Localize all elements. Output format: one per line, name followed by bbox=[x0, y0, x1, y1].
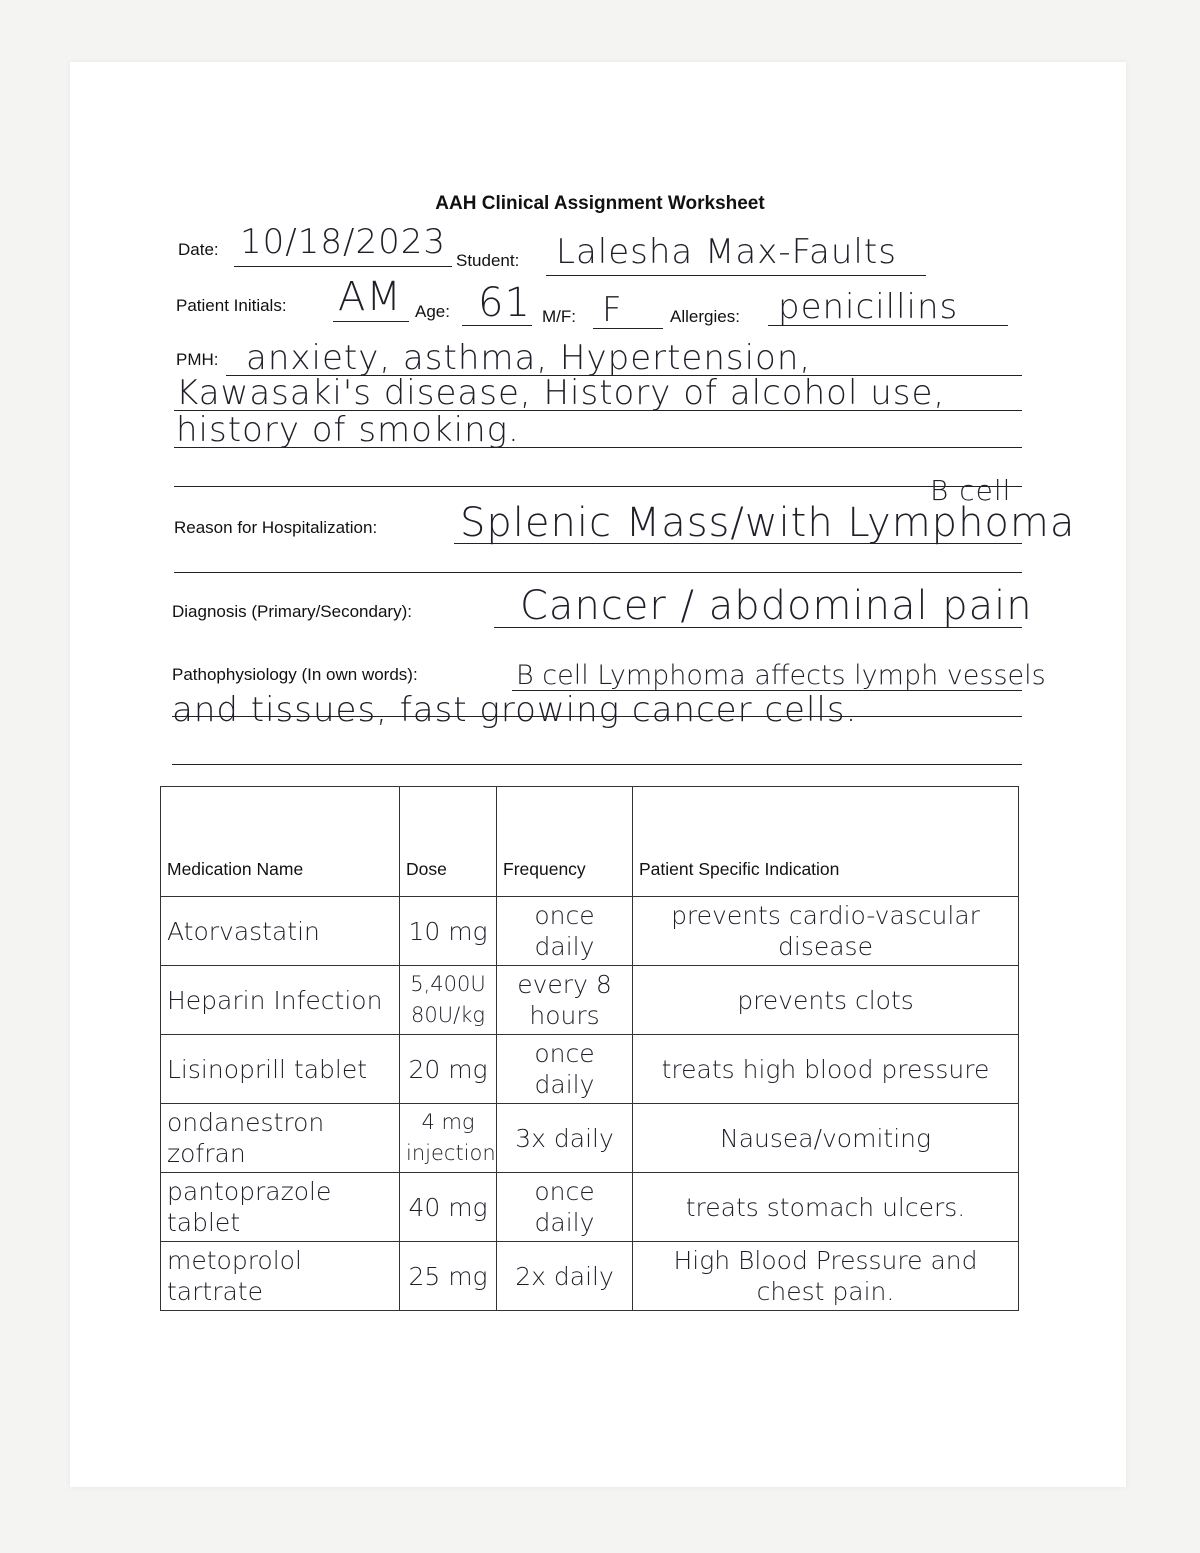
indication-cell[interactable]: prevents clots bbox=[633, 966, 1019, 1035]
header-dose: Dose bbox=[400, 787, 497, 897]
pmh-label: PMH: bbox=[176, 350, 219, 369]
frequency-cell[interactable]: 3x daily bbox=[497, 1104, 633, 1173]
indication-cell[interactable]: Nausea/vomiting bbox=[633, 1104, 1019, 1173]
allergies-value[interactable]: penicillins bbox=[778, 287, 959, 327]
patient-initials-line bbox=[333, 321, 409, 322]
medication-name-cell[interactable]: Heparin Infection bbox=[161, 966, 400, 1035]
dose-cell[interactable]: 40 mg bbox=[400, 1173, 497, 1242]
student-label: Student: bbox=[456, 251, 520, 270]
pathophysiology-label: Pathophysiology (In own words): bbox=[172, 665, 418, 684]
pmh-value-line3[interactable]: history of smoking. bbox=[176, 410, 520, 450]
pmh-line-4 bbox=[174, 486, 1022, 487]
diagnosis-label: Diagnosis (Primary/Secondary): bbox=[172, 602, 412, 621]
medication-name-cell[interactable]: Atorvastatin bbox=[161, 897, 400, 966]
indication-cell[interactable]: treats high blood pressure bbox=[633, 1035, 1019, 1104]
dose-cell[interactable]: 5,400U 80U/kg bbox=[400, 966, 497, 1035]
table-row bbox=[161, 1242, 1019, 1311]
medication-table bbox=[160, 786, 1019, 1311]
medication-name-cell[interactable]: metoprolol tartrate bbox=[161, 1242, 400, 1311]
header-frequency: Frequency bbox=[497, 787, 633, 897]
diagnosis-value[interactable]: Cancer / abdominal pain bbox=[520, 583, 1033, 629]
dose-cell[interactable]: 20 mg bbox=[400, 1035, 497, 1104]
patho-line-3 bbox=[172, 764, 1022, 765]
reason-line-2 bbox=[174, 572, 1022, 573]
allergies-label: Allergies: bbox=[670, 307, 740, 326]
date-line bbox=[234, 266, 452, 267]
dose-cell[interactable]: 4 mg injection bbox=[400, 1104, 497, 1173]
table-row bbox=[161, 1035, 1019, 1104]
date-label: Date: bbox=[178, 240, 219, 259]
frequency-cell[interactable]: once daily bbox=[497, 1173, 633, 1242]
pmh-value-line1[interactable]: anxiety, asthma, Hypertension, bbox=[246, 338, 812, 378]
pmh-value-line2[interactable]: Kawasaki's disease, History of alcohol use, bbox=[176, 373, 946, 413]
sex-label: M/F: bbox=[542, 307, 576, 326]
indication-cell[interactable]: prevents cardio-vascular disease bbox=[633, 897, 1019, 966]
patient-initials-label: Patient Initials: bbox=[176, 296, 287, 315]
dose-cell[interactable]: 25 mg bbox=[400, 1242, 497, 1311]
reason-note[interactable]: B cell bbox=[930, 474, 1012, 507]
age-value[interactable]: 61 bbox=[478, 280, 531, 326]
frequency-cell[interactable]: once daily bbox=[497, 897, 633, 966]
frequency-cell[interactable]: once daily bbox=[497, 1035, 633, 1104]
reason-label: Reason for Hospitalization: bbox=[174, 518, 378, 537]
age-label: Age: bbox=[415, 302, 450, 321]
date-value[interactable]: 10/18/2023 bbox=[240, 222, 446, 262]
reason-value[interactable]: Splenic Mass/with Lymphoma bbox=[460, 500, 1076, 546]
frequency-cell[interactable]: 2x daily bbox=[497, 1242, 633, 1311]
medication-name-cell[interactable]: pantoprazole tablet bbox=[161, 1173, 400, 1242]
worksheet-title: AAH Clinical Assignment Worksheet bbox=[435, 193, 765, 214]
student-value[interactable]: Lalesha Max-Faults bbox=[556, 232, 897, 272]
header-indication: Patient Specific Indication bbox=[633, 787, 1019, 897]
patho-value-line1[interactable]: B cell Lymphoma affects lymph vessels bbox=[516, 660, 1046, 691]
table-header-row bbox=[161, 787, 1019, 897]
sex-value[interactable]: F bbox=[602, 290, 623, 330]
table-row bbox=[161, 1104, 1019, 1173]
table-row bbox=[161, 966, 1019, 1035]
indication-cell[interactable]: treats stomach ulcers. bbox=[633, 1173, 1019, 1242]
student-line bbox=[546, 275, 926, 276]
header-medication-name: Medication Name bbox=[161, 787, 400, 897]
table-row bbox=[161, 897, 1019, 966]
table-row bbox=[161, 1173, 1019, 1242]
patho-value-line2[interactable]: and tissues, fast growing cancer cells. bbox=[172, 690, 858, 730]
frequency-cell[interactable]: every 8 hours bbox=[497, 966, 633, 1035]
indication-cell[interactable]: High Blood Pressure and chest pain. bbox=[633, 1242, 1019, 1311]
dose-cell[interactable]: 10 mg bbox=[400, 897, 497, 966]
patient-initials-value[interactable]: AM bbox=[338, 274, 402, 320]
medication-name-cell[interactable]: ondanestron zofran bbox=[161, 1104, 400, 1173]
medication-name-cell[interactable]: Lisinoprill tablet bbox=[161, 1035, 400, 1104]
